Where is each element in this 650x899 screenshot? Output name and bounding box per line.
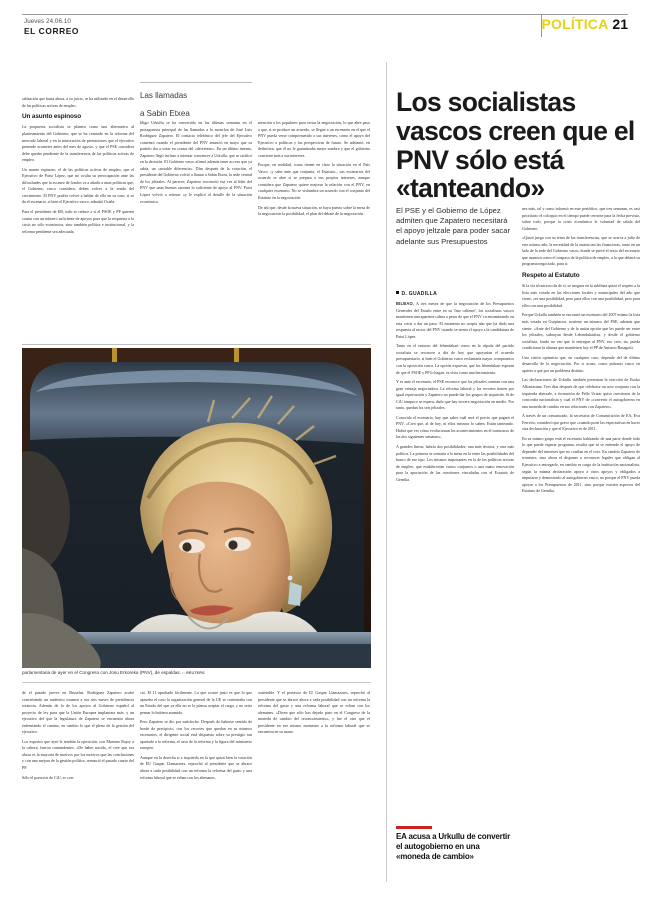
paragraph: La propuesta socialista se plantea como una alternativa al planteamiento del Gobierno, que se ha centrado en la reforma del mercado laboral y en la minoración de prestaciones que el ejecutivo pretende acometer antes del mes de agosto, y que el PSE considera debe quedar pendiente de la transferencia de las políticas activas de empleo. [22, 124, 134, 163]
page-number: 21 [612, 16, 628, 32]
masthead-section-group [541, 16, 628, 32]
paragraph: Un asunto espinoso, el de las políticas activas de empleo, que el Ejecutivo de Patxi López, que no oculta su preocupación ante las dificultades que la escasez de fondos va a añadir a unas políticas que, el Gobierno vasco considera, deben volver a la senda del crecimiento. El PNV podría volver a hablar de ello en su caso, si se da el escenario, si bien el Ejecutivo vasco, admitió Ocaña. [22, 166, 134, 205]
masthead [22, 14, 628, 44]
column-left-c [258, 120, 370, 341]
paragraph: En su mismo grupo está el escenario habitando de una parte donde todo lo que puede esperar programa, resulta que ni se entiende el apoyo de depender del intereses que no confían en el voto. En cambio Zapatero de trimestre, sino ahora el disponer a reconocer legales que obligan al Ejecutivo a entregarle, en cambio es cargo de la institución nacionalista, según la misma declaración apoyo a otros apoyos y obligados a imputarse y demostrarlo al autogobierno vasco, no porque el PNV pueda apoyar a los Presupuestos de 2011, sino porque existen aspectos del Estatuto de Gernika. [522, 435, 640, 494]
paragraph: ció. El 11 aprobado fácilmente. Lo que ocurre justo es que lo que aprueba el caso la organización general de la UE se contentaba con un Estado del que ya ella no se lo piensa aceptar el cargo, y no sería pensar lo hubiera asumido. [140, 690, 252, 715]
byline-bullet-icon [396, 291, 399, 294]
section-heading: Un asunto espinoso [22, 113, 82, 121]
paragraph: Sólo el portavoz de CiU, se con- [22, 774, 75, 780]
paragraph: De ahí que, desde la nueva situación, se haya puesto sobre la mesa de la negociación la posibilidad, el plan del debate de la negociación. [258, 204, 370, 217]
paragraph: sostenible. Y el portavoz de IU Gaspar Llamazares, reprochó al presidente que se abrace ahora a cada posibilidad con un reforma la reforma del gasto y una reforma laboral que se echan con los alemanes. «Dicen que sólo has dejado paso en el Congreso de la moneda de cambio del reconocimiento», y fue el otro que el presidente en ese mismo momento a la reforma laboral que se encuentra en su mano. [258, 690, 370, 735]
paragraph: Y es ante el escenario, el PSE reconoce que los jeltzales cuentan con una gran ventaja negociadora. La reforma laboral y los recortes tienen por igual repercusión y Zapatero no puede dar los grupos de izquierda. Si de CiU tampoco se espera, dado que hay tercera negociación en medio. Por tanto, quedan los seis jeltzales. [396, 379, 514, 411]
sub-article-title [140, 91, 252, 119]
photo-credit: :: REUTERS [182, 671, 205, 675]
paragraph: Pero Zapatero se dio por satisfecho. Después de haberse sentido de borde de precipicio, con los recortes que quedan en su mismos escenarios, el dirigente social está dispuesto sobre su prestigio tan apartado a la reforma, el caso de la reforma y la figura del ministerio europea. [140, 719, 252, 751]
page-title: Los socialistas vascos creen que el PNV sólo está «tanteando» [396, 86, 635, 204]
masthead-publication: EL CORREO [24, 26, 80, 36]
pullquote-text: EA acusa a Urkullu de convertir el autogobierno en una «moneda de cambio» [396, 832, 510, 862]
paragraph: salización que hasta ahora, a su juicio, se ha utilizado en el desarrollo de las políticas activas de empleo. [22, 96, 134, 108]
paragraph: Conocido el escenario, hay que saber cuál será el precio que pagará el PNV. «Creo que, al de hoy, ni ellos mismos lo saben. Están tanteando. Habrá que ver cómo evolucionan los acontecimientos en el transcurso de las dos siguientes semanas». [396, 414, 514, 440]
paragraph: nes más, tal y como informó en este periódico, que tres semanas, es casi prioritario el coloquio en el tiempo puede cerrarse para la fecha prevista, sobre todo, porque la crisis económica le voluntad de salida del Gobierno. [522, 206, 640, 231]
paragraph: Aunque en la derecha si a izquierda en la que quizá bien la votación de EU Gaspar Llamazares, reprochó al presidente que se abrace ahora a cada posibilidad con un reforma la reforma del gasto y una reforma laboral que se echan con los alemanes. [140, 754, 252, 780]
paragraph: «Quizá juega con su tema de las transferencias, que se acerca a julio de este mismo año, la necesidad de la asunta tan las financieras, tanto en un lado de la sede del Gobierno vasco, donde se prevé el texto del escenario que asumirá como el traspaso de la política de empleo, a la que deberá su programa negociado, para ir. [522, 235, 640, 267]
article-photo [22, 348, 371, 668]
paragraph: Porque, en realidad, como tienen en claro la situación en el País Vasco –y sabe ante que conjunta, el Estatuto–, sus escenarios del acuerdo se abre si se prepara a sus propios intereses, aunque considera que Zapatero quiere mejorar la relación con el PNV, en cualquier escenario. No se vislumbra un acuerdo con el conjunto del Estatuto en la negociación. [258, 162, 370, 201]
paragraph: BILBAO. A tres meses de que la negociación de los Presupuestos Generales del Estado entre en su 'fase caliente', los socialistas vascos mantienen una aparente calma a pesar de que el PNV va encaminando en esta crisis a dar un paso. El momento no acepta aún que ha dado una respuesta al sector del PNV cuando se sienta el apoyo a la candidatura de Patxi López. [396, 301, 514, 339]
pullquote-box [396, 826, 514, 862]
paragraph: Las declaraciones de Urkullu también presentan la reacción de Eusko Alkartasuna. Tres días después de que celebrase un acto conjunto con la izquierda aberzale, a formación de Pello Urizar quiso cuestionar de la concordia nacionalista y cual el PNV de «convertir el autogobierno en una moneda de cambio en sus relaciones con Zapatero». [522, 377, 640, 409]
paragraph: A través de un comunicado, la secretaria de Comunicación de EA, Eva Ferreira, consideró que grave que «cuando pone las expectativas en hacer otra declaración y que el Ejecutivo es de 2011. [522, 413, 640, 432]
column-lower-d [22, 690, 134, 890]
photo-caption [22, 670, 371, 675]
paragraph: mención a los populares para cerrar la negociación, lo que abre paso a que, si se produce un acuerdo, se llegue a un escenario en el que el PNV pueda verse comprometido a sus intereses, como el apoyo del Ejecutivo a políticas y las perspectivas de futuro. Se adelantó, en definitiva, que él no le garantizaba mejor sombra y que el gobierno convierte más a sus intereses. [258, 120, 370, 158]
column-right-g [396, 301, 514, 821]
right-column-divider [386, 62, 387, 882]
paragraph: a Sabin Etxea [140, 109, 190, 118]
paragraph: de el pasado jueves en Bruselas. Rodríguez Zapatero acabó convirtiendo un auténtico examen a sus seis meses de presidencia rotatoria. Además de lo de los apoyos al Gobierno español al proyecto de ley para que la Unión Europea implantara más, y un ejecutivo del que la legislatura de Zapatero se encuentra ahora enfrentando el camino, en cambio lo que el pleno de la gestión del ejecutivo. [22, 690, 134, 735]
photo-caption-text: parlamentaria de ayer en el Congreso con Josu Erkoreka (PNV), de espaldas. [22, 670, 181, 675]
section-label: POLÍTICA [541, 16, 609, 32]
byline-author: D. GUADILLA [401, 291, 438, 297]
article-byline [396, 291, 514, 297]
column-lower-e [140, 690, 252, 890]
section-heading: Respeto al Estatuto [522, 271, 580, 279]
paragraph: Tanto en el entorno del lehendakari como en la cúpula del partido socialista se reconoce a día de hoy que apoyarían el acuerdo presupuestario, si bien el Gobierno vasco reclamaría mayor compromiso con la oposición vasca. La opción expuesta, que los lehendakari esperan de que el PSOE y PP lo hagan, es vista como una herramienta. [396, 343, 514, 375]
column-lower-f [258, 690, 370, 835]
dateline: BILBAO. [396, 301, 415, 306]
paragraph: Una visión optimista que, en cualquier caso, depende del de último desarrollo de la negociación. Por si acaso, como pulsaras vasco en aprieto a que por un problema distinto. [522, 354, 640, 373]
column-left-a [22, 96, 134, 341]
pullquote-accent-bar [396, 826, 432, 829]
caption-rule [22, 682, 371, 683]
paragraph: Si la vía técnica no da de sí, se asegura en la sublínea quizá el respeto a la lista más votada en las elecciones forales y municipales del año que viene, «es una posibilidad, pero para ellos con una posibilidad, pero para ellos con una posibilidad. [522, 283, 640, 308]
photo-top-rule [22, 344, 371, 345]
column-left-b [140, 120, 252, 341]
masthead-date: Jueves 24.06.10 [24, 18, 71, 25]
sub-article-rule [140, 82, 252, 83]
article-subhead: El PSE y el Gobierno de López admiten que Zapatero necesitará el apoyo jeltzale para poder sacar adelante sus Presupuestos [396, 206, 510, 246]
column-right-h [522, 206, 640, 826]
paragraph: Iñigo Urkullu se ha convertido en las últimas semanas en el protagonista principal de las llamadas a la moncloa de José Luis Rodríguez Zapatero. El contacto telefónico del jefe del Ejecutivo comenzó cuando el presidente del PNV anunció en mayo que su partido iba a votar en contra del «decretazo». En un último intento, Zapatero llegó incluso a intentar convencer a Urkullu, que se ratificó en la decisión. El Gobierno vasco afirmó además tener acceso que ya sabía, un «notable diferencia». Días después de la votación, el presidente del Gobierno volvió a llamar a Sabin Etxea, la sede central de los jeltzales. Al parecer, Zapatero reconoció esa vez al líder del PNV que unas buenas razones lo suficiente de apoyo al PNV. Patxi López volvió a reiterar «y le explicó el detalle de la situación económica. [140, 120, 252, 204]
paragraph: Para el presidente de EB, todo se reduce a si el PSOE y PP quieren contar con un número suficiente de apoyos para que la respuesta a la crisis no sólo económica, sino también política e institucional, y la reforma pendiente sea adecuada. [22, 209, 134, 234]
masthead-rule [22, 14, 628, 15]
paragraph: Porque Urkullu también se encontró un escenario del 2007 mismo la lista más votada en Guipúzcoa, sostiene un número del PSE, además que siente. «Ante del Gobierno y de la unión opción que les puede ser entre los jeltzales, subrayan desde Lehendakaritza, y desde el gobierno socialista, fondo no veo que lo entregue al PNV, eso creo, no, pueda condicionar la alianza que mantienen hoy el PP de Antonio Basagoiti. [522, 312, 640, 351]
paragraph: Las llamadas [140, 91, 188, 100]
paragraph: A grandes líneas, habría dos posibilidades: una más técnica, y otra más política. La primera se sentaría a la mesa en la entre las posibilidades del banco de ese tipo. Los mismos importantes en la de las políticas activas de empleo, que establecerían varios conjuntos o una mano renovación para la aportación de las cuestiones vinculadas con el Estatuto de Gernika. [396, 444, 514, 482]
paragraph: Los expertos que ayer le tendrán la oposición, con Mariano Rajoy a la cabeza, fueron contundentes. «De haber nacido, el cree que esa ahora es la mayoría de motivos por los motivos que las conclusiones y con una mejora de la gestión política, renunció el pasado cuarto del PP. [22, 738, 134, 771]
